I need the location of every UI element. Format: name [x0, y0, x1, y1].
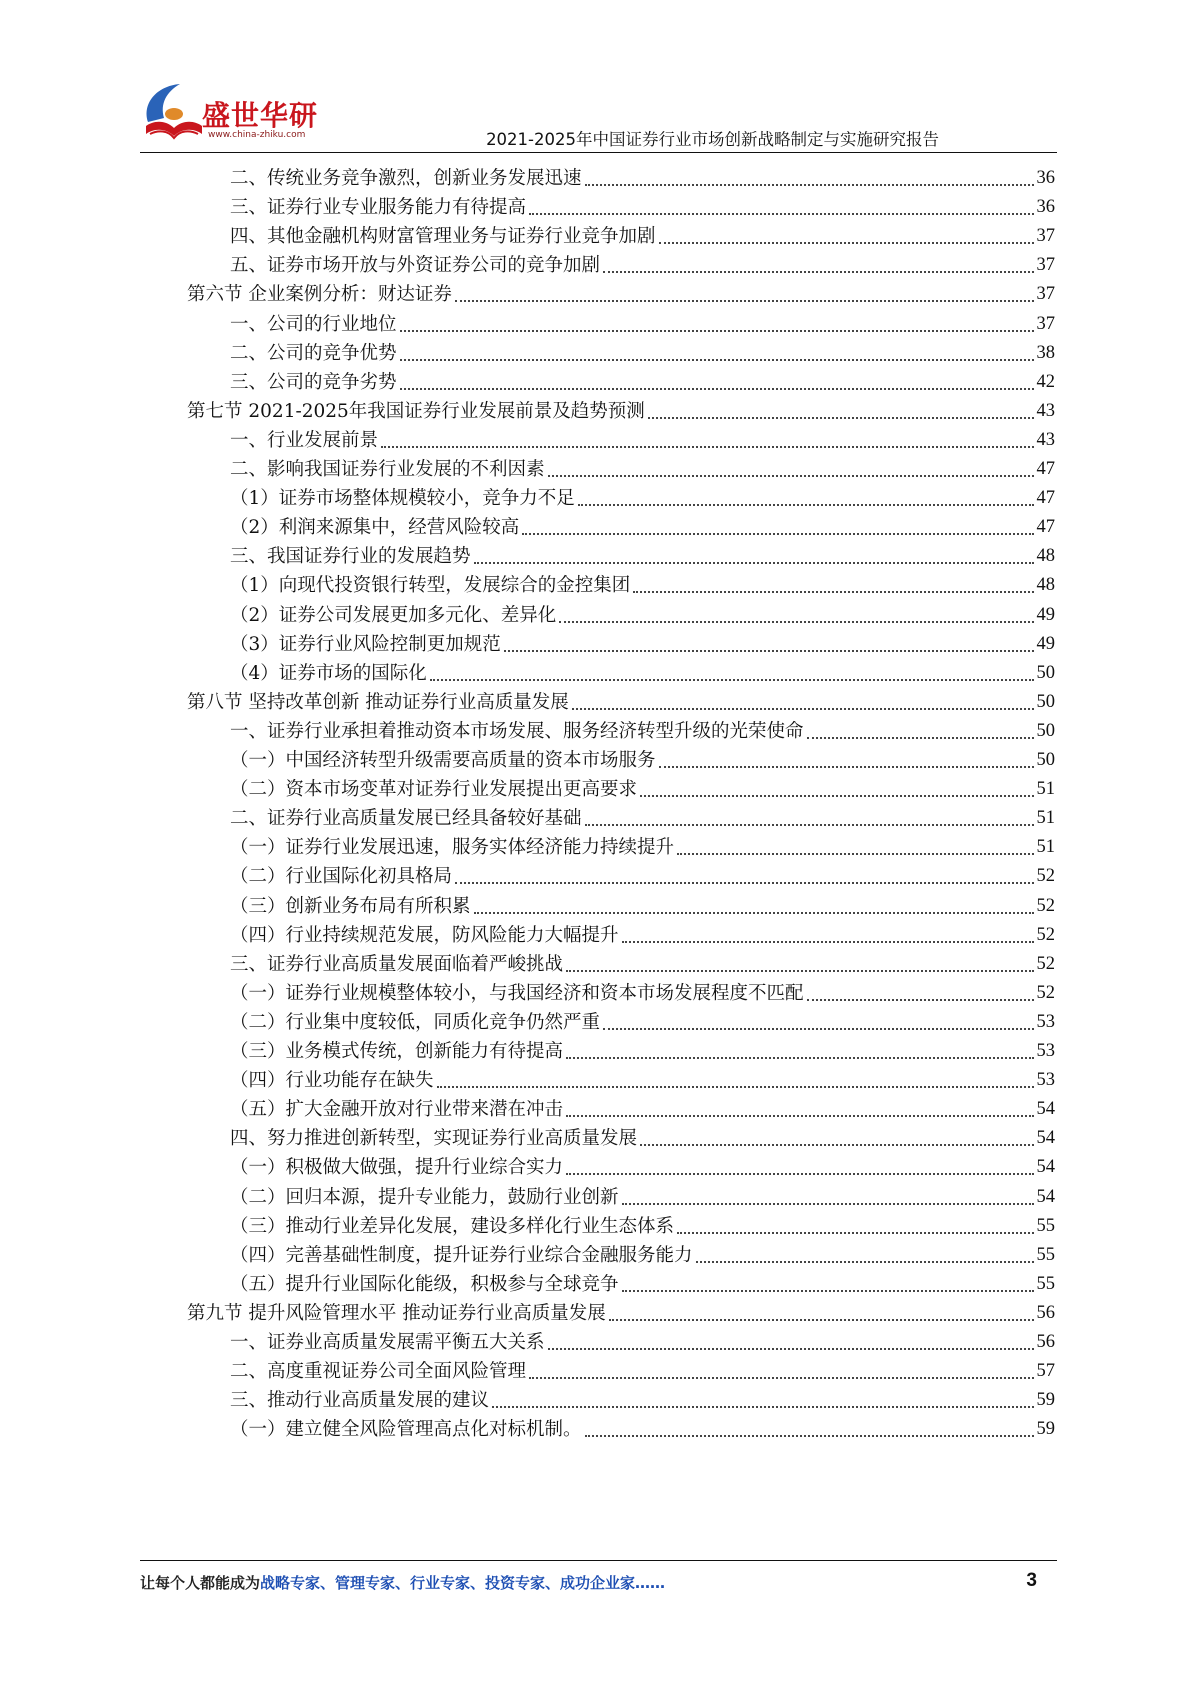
toc-entry[interactable] [230, 338, 1055, 369]
toc-leader-dots [474, 562, 1034, 564]
toc-entry-page: 52 [1036, 953, 1055, 974]
toc-entry-title: 三、证券行业高质量发展面临着严峻挑战 [230, 953, 564, 975]
toc-entry-page: 36 [1036, 197, 1055, 218]
toc-leader-dots [585, 184, 1034, 186]
toc-entry-title: 一、证券行业承担着推动资本市场发展、服务经济转型升级的光荣使命 [230, 720, 804, 742]
toc-entry-title: （三）业务模式传统，创新能力有待提高 [230, 1041, 564, 1062]
toc-leader-dots [603, 1028, 1033, 1030]
toc-entry[interactable] [230, 512, 1055, 543]
toc-entry[interactable] [230, 221, 1055, 252]
toc-entry[interactable] [230, 949, 1055, 980]
toc-entry[interactable] [230, 192, 1055, 223]
toc-entry-page: 57 [1036, 1361, 1055, 1382]
toc-entry-page: 47 [1036, 517, 1055, 538]
toc-entry[interactable] [230, 163, 1055, 194]
toc-entry-page: 48 [1036, 575, 1055, 596]
toc-entry-page: 47 [1036, 459, 1055, 479]
footer-slogan-lead: 让每个人都能成为 [140, 1574, 261, 1592]
toc-entry[interactable] [187, 279, 1055, 310]
toc-entry[interactable] [230, 1240, 1055, 1271]
toc-entry-page: 51 [1036, 808, 1055, 829]
toc-entry-title: 第七节 2021-2025年我国证券行业发展前景及趋势预测 [187, 400, 645, 422]
toc-entry-title: 一、证券业高质量发展需平衡五大关系 [230, 1332, 545, 1353]
toc-entry-title: 二、影响我国证券行业发展的不利因素 [230, 459, 545, 480]
toc-entry-page: 53 [1036, 1011, 1055, 1032]
toc-entry-page: 42 [1036, 371, 1055, 392]
toc-entry-title: 第八节 坚持改革创新 推动证券行业高质量发展 [187, 691, 569, 713]
toc-leader-dots [559, 621, 1033, 623]
toc-leader-dots [474, 912, 1034, 914]
toc-entry-title: （1）向现代投资银行转型，发展综合的金控集团 [230, 575, 631, 597]
toc-entry-title: 三、公司的竞争劣势 [230, 371, 397, 393]
toc-entry-title: （四）完善基础性制度，提升证券行业综合金融服务能力 [230, 1244, 693, 1266]
toc-leader-dots [400, 388, 1034, 390]
toc-entry-title: （四）行业功能存在缺失 [230, 1070, 434, 1092]
toc-entry[interactable] [230, 1182, 1055, 1213]
toc-entry[interactable] [230, 658, 1055, 689]
toc-entry-page: 43 [1036, 429, 1055, 450]
toc-entry-title: 二、公司的竞争优势 [230, 342, 397, 364]
toc-entry-title: （三）创新业务布局有所积累 [230, 895, 471, 917]
toc-leader-dots [622, 1290, 1034, 1292]
toc-entry[interactable] [230, 1269, 1055, 1300]
toc-entry[interactable] [187, 687, 1055, 718]
toc-entry-page: 59 [1036, 1419, 1055, 1440]
toc-entry-page: 55 [1036, 1273, 1055, 1294]
toc-leader-dots [659, 242, 1034, 244]
toc-entry[interactable] [230, 920, 1055, 951]
toc-entry[interactable] [187, 396, 1055, 427]
toc-leader-dots [640, 795, 1033, 797]
toc-entry-title: 三、我国证券行业的发展趋势 [230, 546, 471, 568]
toc-entry-page: 56 [1036, 1332, 1055, 1352]
toc-entry-page: 49 [1036, 633, 1055, 654]
toc-entry-title: （五）提升行业国际化能级，积极参与全球竞争 [230, 1273, 619, 1295]
toc-entry-title: （一）中国经济转型升级需要高质量的资本市场服务 [230, 750, 656, 771]
toc-entry-page: 53 [1036, 1070, 1055, 1091]
toc-entry[interactable] [230, 1356, 1055, 1387]
toc-leader-dots [566, 1115, 1033, 1117]
toc-entry-page: 37 [1036, 255, 1055, 276]
toc-entry-title: （2）证券公司发展更加多元化、差异化 [230, 604, 557, 626]
toc-leader-dots [622, 1203, 1034, 1205]
toc-entry-page: 54 [1036, 1099, 1055, 1120]
toc-leader-dots [566, 970, 1033, 972]
toc-entry-title: 三、证券行业专业服务能力有待提高 [230, 197, 527, 219]
toc-entry[interactable] [230, 803, 1055, 834]
toc-entry[interactable] [230, 1414, 1055, 1445]
toc-entry-page: 36 [1036, 168, 1055, 188]
toc-leader-dots [430, 679, 1034, 681]
toc-entry-page: 55 [1036, 1215, 1055, 1236]
toc-entry[interactable] [230, 1385, 1055, 1416]
toc-entry-page: 50 [1036, 720, 1055, 741]
toc-entry-page: 52 [1036, 924, 1055, 945]
header-divider [140, 152, 1057, 153]
toc-leader-dots [381, 446, 1033, 448]
brand-name: 盛世华研 [202, 99, 319, 132]
page-header [0, 0, 1191, 160]
toc-entry-title: （1）证券市场整体规模较小，竞争力不足 [230, 488, 575, 510]
toc-entry-title: 二、证券行业高质量发展已经具备较好基础 [230, 808, 582, 830]
brand-logo [140, 78, 319, 150]
toc-entry-page: 43 [1036, 400, 1055, 421]
toc-leader-dots [437, 1086, 1034, 1088]
toc-entry-title: （二）资本市场变革对证券行业发展提出更高要求 [230, 779, 638, 801]
toc-entry-title: 三、推动行业高质量发展的建议 [230, 1390, 490, 1412]
toc-entry-title: 第九节 提升风险管理水平 推动证券行业高质量发展 [187, 1302, 606, 1324]
toc-entry[interactable] [230, 600, 1055, 631]
toc-leader-dots [529, 1377, 1033, 1379]
toc-entry-page: 52 [1036, 982, 1055, 1003]
toc-leader-dots [696, 1261, 1034, 1263]
toc-entry[interactable] [230, 250, 1055, 281]
toc-entry-page: 55 [1036, 1244, 1055, 1265]
toc-leader-dots [400, 330, 1034, 332]
book-swoosh-icon [140, 78, 210, 148]
toc-entry-page: 51 [1036, 779, 1055, 800]
brand-url: www.china-zhiku.com [208, 130, 306, 140]
toc-leader-dots [566, 1173, 1033, 1175]
toc-entry[interactable] [230, 309, 1055, 340]
toc-leader-dots [529, 213, 1033, 215]
toc-entry-title: （三）推动行业差异化发展，建设多样化行业生态体系 [230, 1215, 675, 1237]
toc-leader-dots [807, 999, 1034, 1001]
page-number: 3 [1026, 1570, 1037, 1591]
toc-entry-page: 54 [1036, 1157, 1055, 1178]
toc-leader-dots [677, 853, 1033, 855]
toc-entry[interactable] [230, 978, 1055, 1009]
toc-entry-page: 50 [1036, 662, 1055, 683]
toc-leader-dots [648, 417, 1034, 419]
toc-leader-dots [659, 766, 1034, 768]
toc-entry-page: 51 [1036, 837, 1055, 858]
toc-entry[interactable] [187, 1298, 1055, 1329]
toc-entry-page: 47 [1036, 488, 1055, 509]
page-footer [140, 1572, 1057, 1602]
toc-leader-dots [455, 882, 1033, 884]
toc-entry[interactable] [230, 1211, 1055, 1242]
toc-entry-page: 48 [1036, 546, 1055, 567]
toc-entry-page: 59 [1036, 1390, 1055, 1411]
toc-entry-title: （二）行业国际化初具格局 [230, 866, 453, 888]
toc-entry[interactable] [230, 1123, 1055, 1154]
toc-leader-dots [548, 475, 1034, 477]
toc-entry[interactable] [230, 425, 1055, 456]
toc-entry-title: （一）建立健全风险管理高点化对标机制。 [230, 1419, 582, 1441]
toc-entry-page: 54 [1036, 1186, 1055, 1207]
toc-leader-dots [578, 504, 1034, 506]
toc-entry-page: 54 [1036, 1128, 1055, 1149]
toc-leader-dots [633, 591, 1033, 593]
toc-leader-dots [622, 941, 1034, 943]
toc-entry-page: 38 [1036, 342, 1055, 363]
toc-entry-title: 四、其他金融机构财富管理业务与证券行业竞争加剧 [230, 226, 656, 248]
toc-entry[interactable] [230, 1152, 1055, 1183]
document-title: 2021-2025年中国证券行业市场创新战略制定与实施研究报告 [486, 130, 939, 149]
toc-entry-title: 第六节 企业案例分析：财达证券 [187, 284, 452, 306]
toc-entry-page: 52 [1036, 866, 1055, 887]
toc-entry-title: （一）积极做大做强，提升行业综合实力 [230, 1157, 564, 1179]
toc-entry-title: 二、传统业务竞争激烈，创新业务发展迅速 [230, 168, 582, 189]
toc-entry[interactable] [230, 891, 1055, 922]
toc-entry[interactable] [230, 716, 1055, 747]
toc-leader-dots [585, 824, 1034, 826]
toc-entry-page: 52 [1036, 895, 1055, 916]
toc-leader-dots [566, 1057, 1033, 1059]
toc-entry-title: （2）利润来源集中，经营风险较高 [230, 517, 520, 539]
toc-entry-title: （4）证券市场的国际化 [230, 662, 427, 684]
toc-entry[interactable] [230, 570, 1055, 601]
toc-leader-dots [572, 708, 1034, 710]
toc-entry[interactable] [230, 745, 1055, 776]
toc-leader-dots [677, 1232, 1033, 1234]
toc-entry[interactable] [230, 1036, 1055, 1067]
toc-leader-dots [400, 359, 1034, 361]
toc-entry[interactable] [230, 1065, 1055, 1096]
toc-entry[interactable] [230, 1094, 1055, 1125]
toc-entry-title: 五、证券市场开放与外资证券公司的竞争加剧 [230, 255, 601, 277]
toc-entry-title: 四、努力推进创新转型，实现证券行业高质量发展 [230, 1128, 638, 1150]
toc-leader-dots [603, 271, 1033, 273]
toc-entry-page: 37 [1036, 226, 1055, 247]
toc-leader-dots [455, 300, 1034, 302]
toc-leader-dots [548, 1348, 1034, 1350]
toc-leader-dots [640, 1144, 1033, 1146]
toc-entry-title: （二）行业集中度较低，同质化竞争仍然严重 [230, 1011, 601, 1033]
toc-entry-title: （二）回归本源，提升专业能力，鼓励行业创新 [230, 1186, 619, 1208]
toc-entry-title: 一、公司的行业地位 [230, 313, 397, 335]
toc-leader-dots [492, 1406, 1033, 1408]
toc-entry[interactable] [230, 1327, 1055, 1358]
toc-entry[interactable] [230, 1007, 1055, 1038]
toc-entry[interactable] [230, 454, 1055, 485]
toc-entry-page: 50 [1036, 691, 1055, 712]
toc-entry-title: （3）证券行业风险控制更加规范 [230, 633, 501, 655]
toc-entry-page: 49 [1036, 604, 1055, 625]
toc-entry-page: 50 [1036, 750, 1055, 770]
toc-entry-page: 56 [1036, 1302, 1055, 1323]
toc-entry-title: （四）行业持续规范发展，防风险能力大幅提升 [230, 924, 619, 946]
toc-entry[interactable] [230, 483, 1055, 514]
toc-leader-dots [609, 1319, 1034, 1321]
toc-entry-title: 一、行业发展前景 [230, 429, 379, 451]
toc-leader-dots [807, 737, 1034, 739]
toc-entry-page: 37 [1036, 313, 1055, 334]
toc-entry-page: 53 [1036, 1041, 1055, 1061]
toc-entry[interactable] [230, 541, 1055, 572]
toc-leader-dots [522, 533, 1033, 535]
toc-entry-title: （五）扩大金融开放对行业带来潜在冲击 [230, 1099, 564, 1121]
toc-entry-title: 二、高度重视证券公司全面风险管理 [230, 1361, 527, 1383]
toc-leader-dots [504, 650, 1034, 652]
toc-entry[interactable] [230, 774, 1055, 805]
toc-entry[interactable] [230, 861, 1055, 892]
toc-entry-title: （一）证券行业规模整体较小，与我国经济和资本市场发展程度不匹配 [230, 982, 804, 1004]
toc-leader-dots [585, 1435, 1034, 1437]
toc-entry-page: 37 [1036, 284, 1055, 305]
toc-entry-title: （一）证券行业发展迅速，服务实体经济能力持续提升 [230, 837, 675, 859]
toc-entry[interactable] [230, 367, 1055, 398]
toc-entry[interactable] [230, 832, 1055, 863]
toc-entry[interactable] [230, 629, 1055, 660]
footer-slogan-tail: 战略专家、管理专家、行业专家、投资专家、成功企业家…… [260, 1574, 666, 1592]
footer-divider [140, 1560, 1057, 1561]
